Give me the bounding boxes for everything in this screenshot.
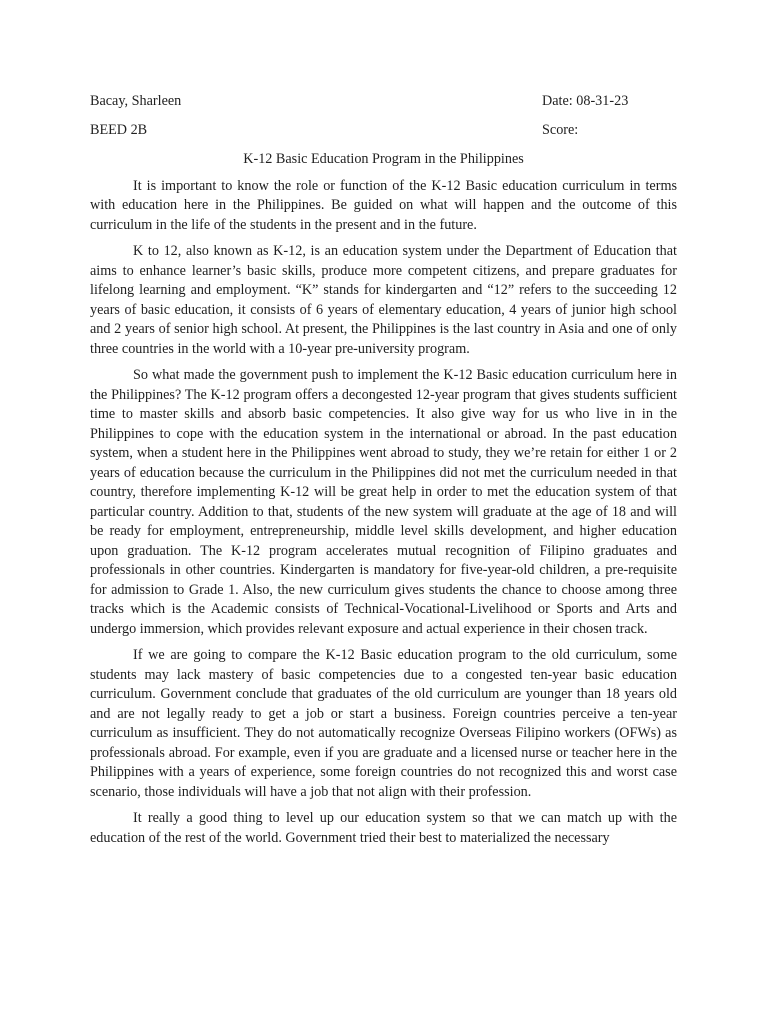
student-name: Bacay, Sharleen [90,93,182,109]
paragraph-3: So what made the government push to implement the K-12 Basic education curriculum here in the Philippines? The K-12 program offers a decongested 12-year program that gives students sufficient time to master skills and absorb basic competencies. It also give way for us who live in in the Philippines to cope with the education system in the international or abroad. In the past education system, when a student here in the Philippines went abroad to study, they we’re retain for either 1 or 2 years of education because the curriculum in the Philippines did not met the curriculum needed in that country, therefore implementing K-12 will be great help in order to met the education system of that particular country. Addition to that, students of the new system will graduate at the age of 18 and will be ready for employment, entrepreneurship, middle level skills development, and higher education upon graduation. The K-12 program accelerates mutual recognition of Filipino graduates and professionals in other countries. Kindergarten is mandatory for five-year-old children, a pre-requisite for admission to Grade 1. Also, the new curriculum gives students the chance to choose among three tracks which is the Academic consists of Technical-Vocational-Livelihood or Sports and Arts and undergo immersion, which provides relevant exposure and actual experience in their chosen track. [90,367,677,637]
paragraph-5: It really a good thing to level up our education system so that we can match up with the education of the rest of the world. Government tried their best to materialized the necessary [90,810,677,846]
header-row-2 [90,121,677,150]
score-label: Score: [542,122,579,138]
header-row-1 [90,92,677,121]
paragraph-1: It is important to know the role or function of the K-12 Basic education curriculum in terms with education here in the Philippines. Be guided on what will happen and the outcome of this curriculum in the life of the students in the present and in the future. [90,177,677,233]
paragraph-2: K to 12, also known as K-12, is an education system under the Department of Education that aims to enhance learner’s basic skills, produce more competent citizens, and prepare graduates for lifelong learning and employment. “K” stands for kindergarten and “12” refers to the succeeding 12 years of basic education, it consists of 6 years of elementary education, 4 years of junior high school and 2 years of senior high school. At present, the Philippines is the last country in Asia and one of only three countries in the world with a 10-year pre-university program. [90,243,677,357]
document-title: K-12 Basic Education Program in the Philippines [243,151,524,167]
course-section: BEED 2B [90,122,148,138]
document-page [90,92,677,855]
paragraph-4: If we are going to compare the K-12 Basic education program to the old curriculum, some students may lack mastery of basic competencies due to a congested ten-year basic education curriculum. Government conclude that graduates of the old curriculum are younger than 18 years old and are not legally ready to get a job or start a business. Foreign countries perceive a ten-year curriculum as insufficient. They do not automatically recognize Overseas Filipino workers (OFWs) as professionals abroad. For example, even if you are graduate and a licensed nurse or teacher here in the Philippines with a years of experience, some foreign countries do not recognized this and worst case scenario, those individuals will have a job that not align with their profession. [90,647,677,800]
date-label: Date: 08-31-23 [542,93,629,109]
